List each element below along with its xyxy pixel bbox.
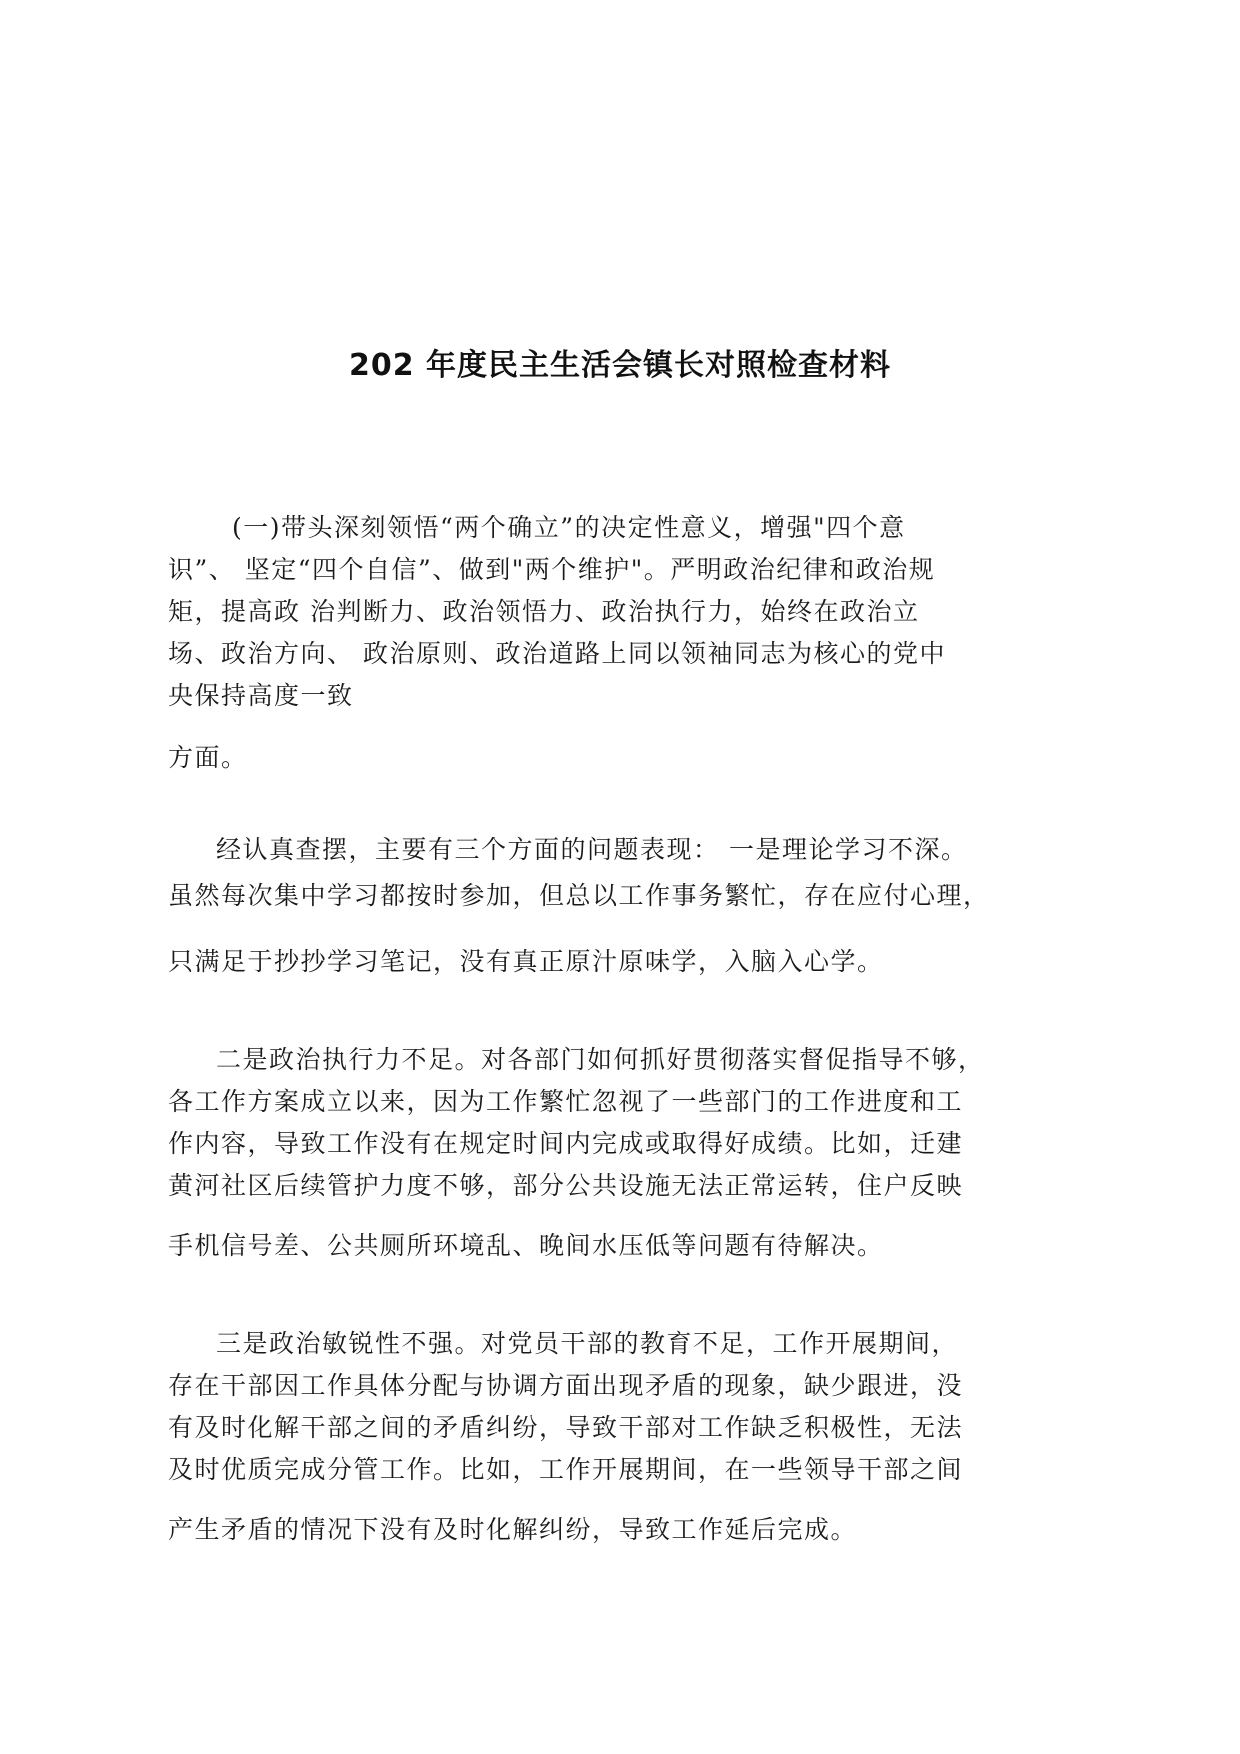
paragraph2-line-5: 手机信号差、公共厕所环境乱、晚间水压低等问题有待解决。 <box>168 1231 884 1260</box>
paragraph3-line-3: 有及时化解干部之间的矛盾纠纷，导致干部对工作缺乏积极性，无法 <box>168 1413 964 1442</box>
section1-line-2: 识”、 坚定“四个自信”、做到"两个维护"。严明政治纪律和政治规 <box>168 555 936 584</box>
paragraph2-line-1: 二是政治执行力不足。对各部门如何抓好贯彻落实督促指导不够， <box>216 1045 985 1074</box>
section1-line-3: 矩，提高政 治判断力、政治领悟力、政治执行力，始终在政治立 <box>168 597 920 626</box>
section1-line-6: 方面。 <box>168 743 248 772</box>
document-title: 202 年度民主生活会镇长对照检查材料 <box>348 348 892 383</box>
section1-line-5: 央保持高度一致 <box>168 681 354 710</box>
section1-line-1: (一)带头深刻领悟“两个确立”的决定性意义，增强"四个意 <box>232 513 906 542</box>
paragraph1-line-2: 虽然每次集中学习都按时参加，但总以工作事务繁忙，存在应付心理， <box>168 881 990 910</box>
paragraph2-line-2: 各工作方案成立以来，因为工作繁忙忽视了一些部门的工作进度和工 <box>168 1087 964 1116</box>
paragraph3-line-1: 三是政治敏锐性不强。对党员干部的教育不足，工作开展期间， <box>216 1329 959 1358</box>
section1-line-4: 场、政治方向、 政治原则、政治道路上同以领袖同志为核心的党中 <box>168 639 946 668</box>
paragraph1-line-1: 经认真查摆，主要有三个方面的问题表现： 一是理论学习不深。 <box>216 835 968 864</box>
paragraph3-line-2: 存在干部因工作具体分配与协调方面出现矛盾的现象，缺少跟进，没 <box>168 1371 964 1400</box>
paragraph3-line-5: 产生矛盾的情况下没有及时化解纠纷，导致工作延后完成。 <box>168 1515 858 1544</box>
paragraph1-line-3: 只满足于抄抄学习笔记，没有真正原汁原味学，入脑入心学。 <box>168 947 884 976</box>
paragraph3-line-4: 及时优质完成分管工作。比如，工作开展期间，在一些领导干部之间 <box>168 1455 964 1484</box>
paragraph2-line-3: 作内容，导致工作没有在规定时间内完成或取得好成绩。比如，迁建 <box>168 1129 964 1158</box>
paragraph2-line-4: 黄河社区后续管护力度不够，部分公共设施无法正常运转，住户反映 <box>168 1171 964 1200</box>
